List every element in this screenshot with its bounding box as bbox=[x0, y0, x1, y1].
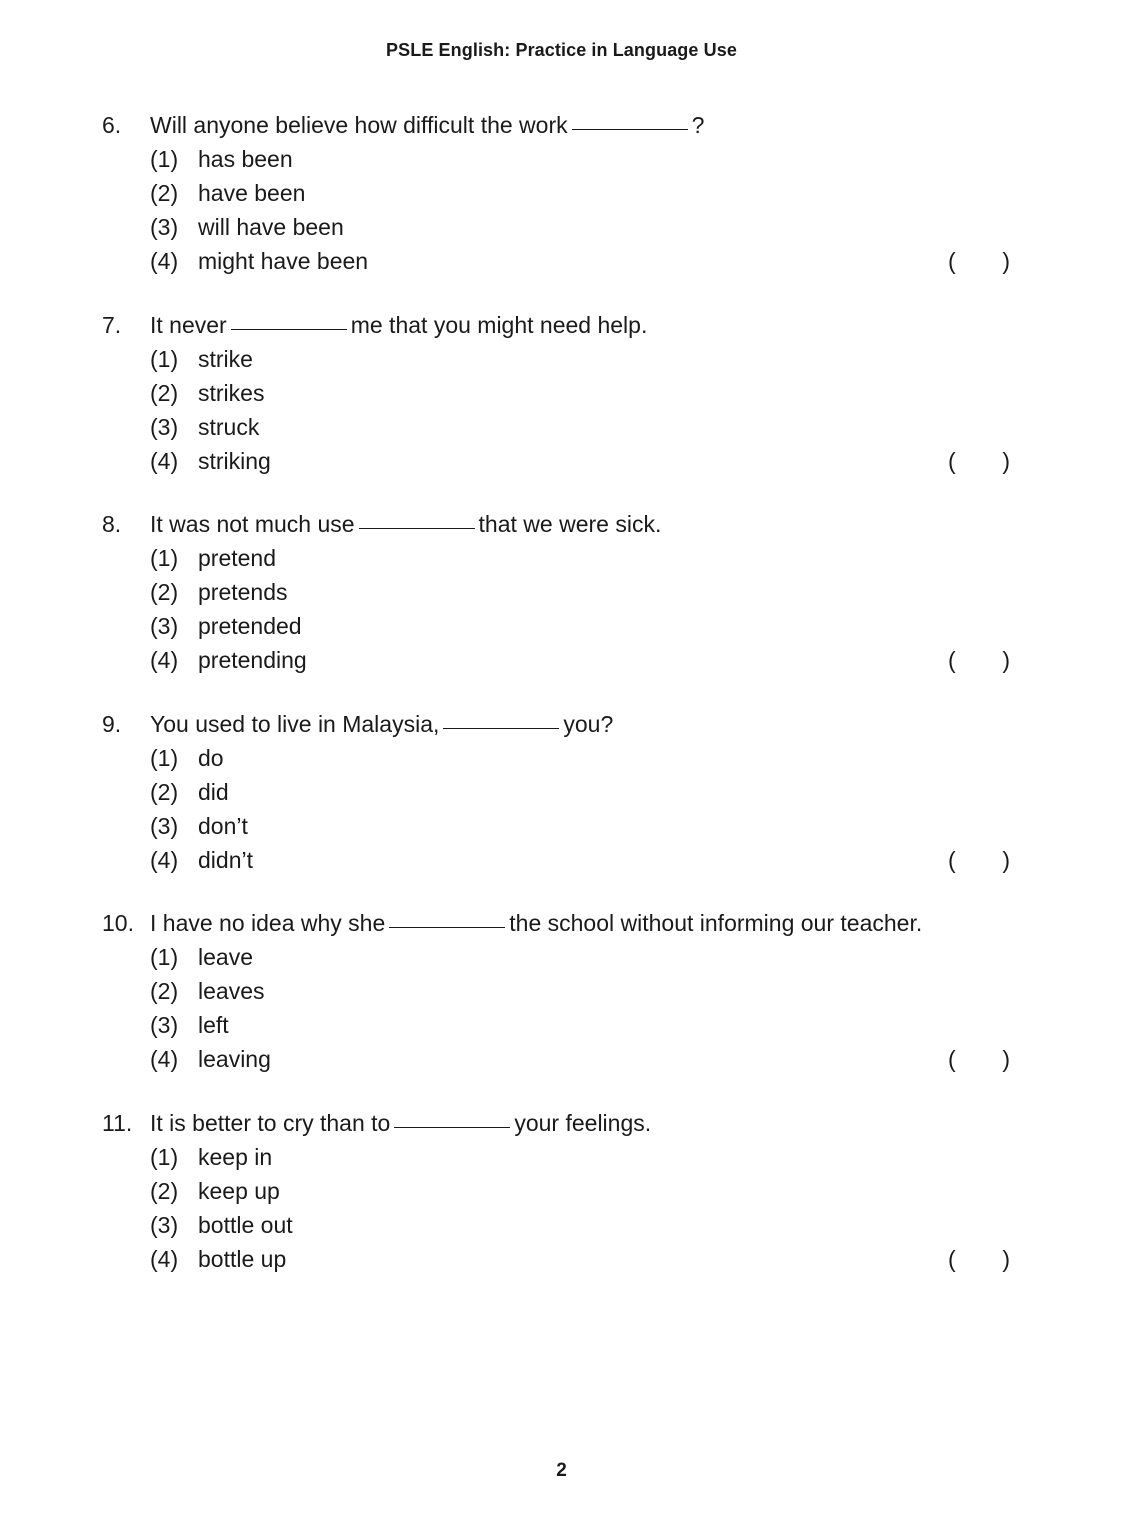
question-number: 6. bbox=[102, 112, 122, 138]
option-label: (2) bbox=[150, 579, 179, 605]
stem-before-blank: You used to live in Malaysia, bbox=[150, 710, 440, 737]
option-text: strikes bbox=[198, 379, 265, 406]
answer-box-open: ( bbox=[948, 647, 956, 673]
option-text: struck bbox=[198, 413, 260, 440]
option-label: (3) bbox=[150, 613, 179, 639]
option-text: pretend bbox=[198, 545, 277, 571]
stem-after-blank: that we were sick. bbox=[478, 511, 662, 537]
stem-after-blank: ? bbox=[691, 112, 705, 138]
page-header: PSLE English: Practice in Language Use bbox=[386, 40, 737, 60]
option-label: (4) bbox=[150, 447, 179, 474]
answer-box-close: ) bbox=[1002, 1245, 1010, 1272]
option-label: (4) bbox=[150, 1046, 179, 1072]
question-9 bbox=[0, 707, 1123, 907]
answer-box[interactable] bbox=[948, 643, 1010, 677]
stem-before-blank: Will anyone believe how difficult the work bbox=[150, 112, 568, 138]
option-label: (3) bbox=[150, 1012, 179, 1038]
answer-box-close: ) bbox=[1002, 846, 1010, 873]
question-text bbox=[150, 906, 922, 940]
option-text: keep in bbox=[198, 1143, 273, 1170]
option-label: (3) bbox=[150, 413, 179, 440]
stem-before-blank: It never bbox=[150, 311, 227, 338]
answer-box-open: ( bbox=[948, 1245, 956, 1272]
option-text: did bbox=[198, 778, 229, 805]
stem-after-blank: the school without informing our teacher. bbox=[509, 910, 923, 936]
option-label: (3) bbox=[150, 1211, 179, 1238]
option-label: (1) bbox=[150, 744, 179, 771]
stem-after-blank: you? bbox=[563, 710, 614, 737]
option-text: has been bbox=[198, 146, 293, 172]
question-10 bbox=[0, 906, 1123, 1106]
answer-box-close: ) bbox=[1002, 447, 1010, 474]
question-text bbox=[150, 108, 704, 142]
option-text: leaving bbox=[198, 1046, 271, 1072]
option-label: (3) bbox=[150, 214, 179, 240]
page-number: 2 bbox=[556, 1460, 567, 1481]
option-text: leave bbox=[198, 944, 253, 970]
question-text bbox=[150, 707, 613, 741]
option-label: (4) bbox=[150, 248, 179, 274]
option-text: pretended bbox=[198, 613, 302, 639]
question-11 bbox=[0, 1106, 1123, 1306]
option-label: (4) bbox=[150, 1245, 179, 1272]
option-text: keep up bbox=[198, 1177, 280, 1204]
answer-blank[interactable] bbox=[231, 328, 347, 330]
option-label: (4) bbox=[150, 846, 179, 873]
option-text: striking bbox=[198, 447, 271, 474]
option-text: pretends bbox=[198, 579, 288, 605]
question-text bbox=[150, 507, 661, 541]
option-label: (3) bbox=[150, 812, 179, 839]
question-list bbox=[0, 108, 1123, 1305]
answer-box[interactable] bbox=[948, 444, 1010, 478]
option-text: bottle up bbox=[198, 1245, 287, 1272]
option-label: (2) bbox=[150, 778, 179, 805]
question-number: 11. bbox=[102, 1109, 133, 1136]
option-text: leaves bbox=[198, 978, 265, 1004]
option-text: do bbox=[198, 744, 224, 771]
question-number: 8. bbox=[102, 511, 122, 537]
answer-box[interactable] bbox=[948, 843, 1010, 877]
option-label: (2) bbox=[150, 180, 179, 206]
answer-box-close: ) bbox=[1002, 248, 1010, 274]
option-text: might have been bbox=[198, 248, 369, 274]
answer-box[interactable] bbox=[948, 1042, 1010, 1076]
option-text: strike bbox=[198, 345, 253, 372]
answer-box[interactable] bbox=[948, 1242, 1010, 1276]
option-text: have been bbox=[198, 180, 306, 206]
option-label: (2) bbox=[150, 1177, 179, 1204]
question-number: 10. bbox=[102, 910, 134, 936]
question-6 bbox=[0, 108, 1123, 308]
answer-box-open: ( bbox=[948, 1046, 956, 1072]
answer-box-open: ( bbox=[948, 248, 956, 274]
option-text: don’t bbox=[198, 812, 248, 839]
stem-before-blank: It was not much use bbox=[150, 511, 355, 537]
option-label: (1) bbox=[150, 1143, 179, 1170]
option-text: will have been bbox=[198, 214, 344, 240]
question-8 bbox=[0, 507, 1123, 707]
answer-blank[interactable] bbox=[394, 1126, 510, 1128]
option-text: didn’t bbox=[198, 846, 253, 873]
answer-blank[interactable] bbox=[389, 926, 505, 928]
question-7 bbox=[0, 308, 1123, 508]
answer-box-close: ) bbox=[1002, 1046, 1010, 1072]
answer-box-open: ( bbox=[948, 447, 956, 474]
answer-blank[interactable] bbox=[359, 527, 475, 529]
answer-box[interactable] bbox=[948, 244, 1010, 278]
option-text: bottle out bbox=[198, 1211, 293, 1238]
answer-blank[interactable] bbox=[443, 727, 559, 729]
answer-blank[interactable] bbox=[572, 128, 688, 130]
option-text: pretending bbox=[198, 647, 307, 673]
stem-after-blank: your feelings. bbox=[514, 1109, 652, 1136]
answer-box-open: ( bbox=[948, 846, 956, 873]
option-label: (2) bbox=[150, 978, 179, 1004]
question-text bbox=[150, 1106, 651, 1140]
stem-before-blank: I have no idea why she bbox=[150, 910, 386, 936]
question-number: 7. bbox=[102, 311, 122, 338]
option-label: (1) bbox=[150, 345, 179, 372]
stem-after-blank: me that you might need help. bbox=[350, 311, 648, 338]
option-label: (2) bbox=[150, 379, 179, 406]
option-label: (4) bbox=[150, 647, 179, 673]
answer-box-close: ) bbox=[1002, 647, 1010, 673]
option-text: left bbox=[198, 1012, 229, 1038]
option-label: (1) bbox=[150, 545, 179, 571]
stem-before-blank: It is better to cry than to bbox=[150, 1109, 391, 1136]
question-number: 9. bbox=[102, 710, 122, 737]
option-label: (1) bbox=[150, 944, 179, 970]
option-label: (1) bbox=[150, 146, 179, 172]
question-text bbox=[150, 308, 647, 342]
